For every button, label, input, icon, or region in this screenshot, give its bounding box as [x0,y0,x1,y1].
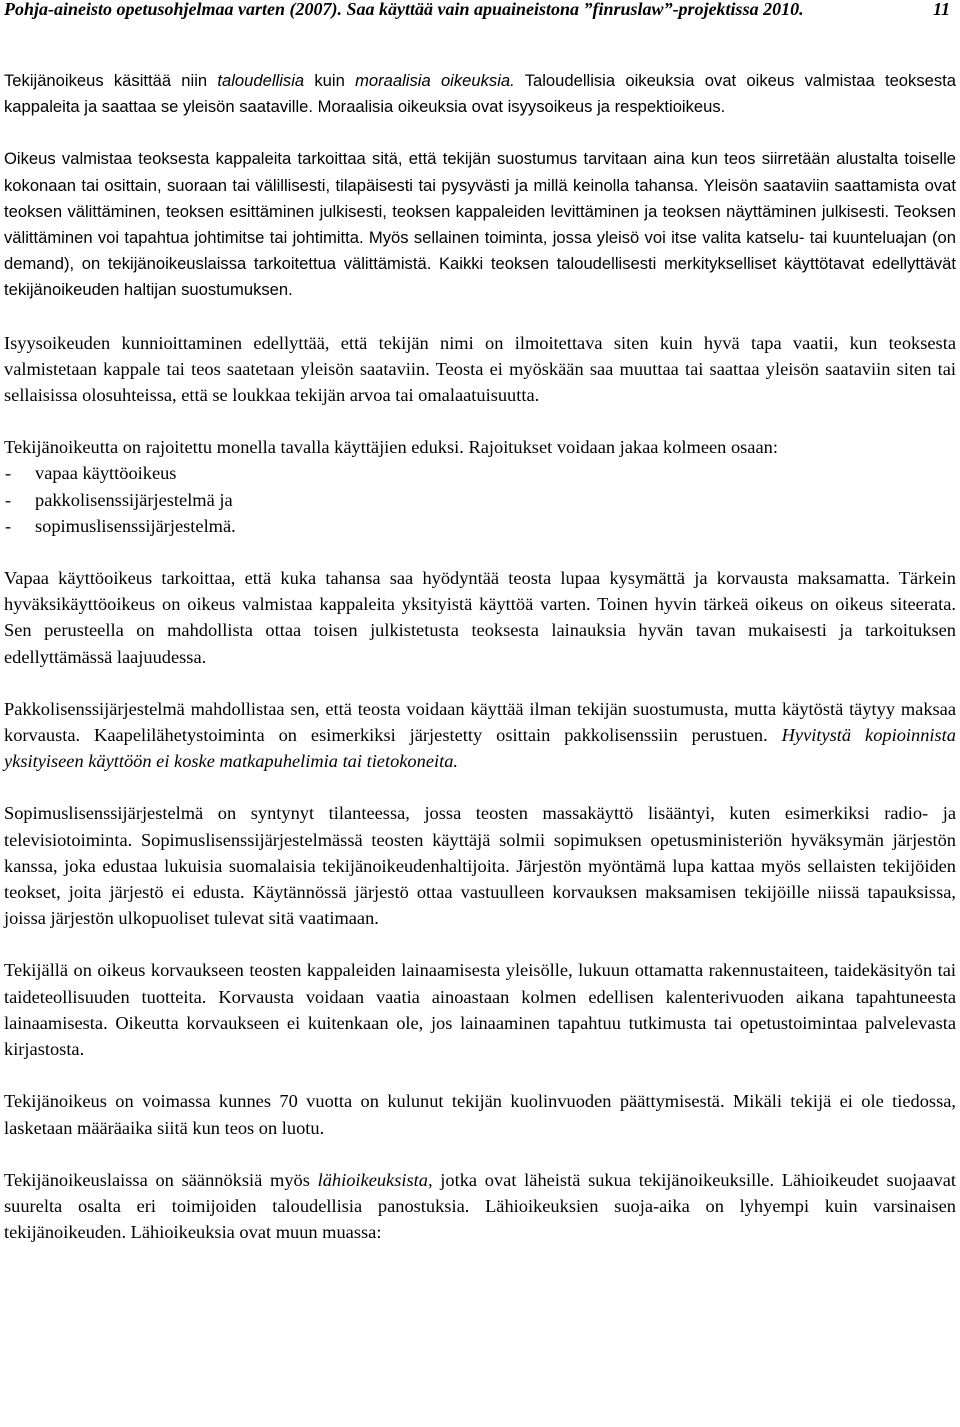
list-dash: - [5,463,12,484]
rajoitukset-list [4,460,956,539]
document-body [4,68,956,1245]
intro-text-3: kuin [304,71,356,90]
list-item [4,487,956,513]
paragraph-rajoitukset: Tekijänoikeutta on rajoitettu monella tavalla käyttäjien eduksi. Rajoitukset voidaan jakaa kolmeen osaan: [4,437,778,458]
paragraph-lahioikeudet [4,1167,956,1246]
paragraph-oikeus: Oikeus valmistaa teoksesta kappaleita tarkoittaa sitä, että tekijän suostumus tarvitaan aina kun teos siirretään alustalta toiselle kokonaan tai osittain, suoraan tai välillisesti, tilapäisesti tai pysyvästi ja millä keinolla tahansa. Yleisön saataviin saattamista ovat teoksen välittäminen, teoksen esittäminen julkisesti, teoksen kappaleiden levittäminen ja teoksen näyttäminen julkisesti. Teoksen välittäminen voi tapahtua johtimitse tai johtimitta. Myös sellainen toiminta, jossa yleisö voi itse valita katselu- tai kuunteluajan (on demand), on tekijänoikeuslaissa tarkoitettua välittämistä. Kaikki teoksen taloudellisesti merkitykselliset käyttötavat edellyttävät tekijänoikeuden haltijan suostumuksen. [4,149,956,300]
page-number: 11 [932,0,950,19]
list-item-text: sopimuslisenssijärjestelmä. [35,515,236,536]
lahioikeudet-text-1: Tekijänoikeuslaissa on säännöksiä myös [4,1169,318,1190]
intro-text-2: taloudellisia [217,71,305,90]
intro-text-1: Tekijänoikeus käsittää niin [4,71,218,90]
paragraph-pakkolisenssi [4,696,956,775]
list-dash: - [5,489,12,510]
list-item [4,513,956,539]
pakkolisenssi-text: Pakkolisenssijärjestelmä mahdollistaa sen, että teosta voidaan käyttää ilman tekijän suostumusta, mutta käytöstä täytyy maksaa korvausta. Kaapelilähetystoiminta on esimerkiksi järjestetty osittain pakkolisenssiin perustuen. [4,698,956,746]
list-item [4,460,956,486]
paragraph-lainauskorvaus: Tekijällä on oikeus korvaukseen teosten kappaleiden lainaamisesta yleisölle, lukuun ottamatta rakennustaiteen, taidekäsityön tai taideteollisuuden tuotteita. Korvausta voidaan vaatia ainoastaan kolmen edellisen kalenterivuoden aikana tapahtuneesta lainaamisesta. Oikeutta korvaukseen ei kuitenkaan ole, jos lainaaminen tapahtuu tutkimusta tai opetustoimintaa palvelevasta kirjastosta. [4,960,956,1060]
pakkolisenssi-italic-text: Hyvitystä kopioinnista yksityiseen käyttöön ei koske matkapuhelimia tai tietokoneita. [4,725,956,772]
list-item-text: pakkolisenssijärjestelmä ja [35,489,233,510]
list-dash: - [5,515,12,536]
lahioikeudet-text-2: jotka ovat läheistä sukua tekijänoikeuksille. Lähioikeudet suojaavat suurelta osalta eri toimijoiden taloudellisia panostuksia. Lähioikeuksien suoja-aika on lyhyempi kuin varsinaisen tekijänoikeuden. Lähioikeuksia ovat muun muassa: [4,1169,957,1243]
list-item-text: vapaa käyttöoikeus [35,463,177,484]
paragraph-vapaa-kayttooikeus: Vapaa käyttöoikeus tarkoittaa, että kuka tahansa saa hyödyntää teosta lupaa kysymättä ja korvausta maksamatta. Tärkein hyväksikäyttöoikeus on oikeus valmistaa kappaleita yksityistä käyttöä varten. Toinen hyvin tärkeä oikeus on oikeus siteerata. Sen perusteella on mahdollista ottaa toisen julkistetusta teoksesta lainauksia hyvän tavan mukaisesti ja tarkoituksen edellyttämässä laajuudessa. [4,568,956,667]
paragraph-sopimuslisenssi: Sopimuslisenssijärjestelmä on syntynyt tilanteessa, jossa teosten massakäyttö lisääntyi, kuten esimerkiksi radio- ja televisiotoiminta. Sopimuslisenssijärjestelmässä teosten käyttäjä solmii sopimuksen opetusministeriön hyväksymän järjestön kanssa, joka edustaa lukuisia suomalaisia tekijänoikeudenhaltijoita. Järjestön myöntämä lupa kattaa myös sellaisten tekijöiden teokset, joita järjestö ei edusta. Käytännössä järjestö ottaa vastuulleen korvauksen maksamisen tekijöille niissä tapauksissa, joissa järjestön ulkopuoliset tulevat sitä vaatimaan. [4,803,956,929]
page-header [4,0,954,20]
lahioikeudet-italic: lähioikeuksista, [317,1169,433,1190]
header-title: Pohja-aineisto opetusohjelmaa varten (2007). Saa käyttää vain apuaineistona ”finruslaw”-projektissa 2010. [4,0,804,19]
paragraph-voimassaolo: Tekijänoikeus on voimassa kunnes 70 vuotta on kulunut tekijän kuolinvuoden päättymisestä. Mikäli tekijä ei ole tiedossa, lasketaan määräaika siitä kun teos on luotu. [4,1091,956,1138]
intro-text-5: Taloudellisia oikeuksia ovat oikeus valmistaa teoksesta kappaleita ja saattaa se yleisön saataville. Moraalisia oikeuksia ovat isyysoikeus ja respektioikeus. [4,71,956,117]
paragraph-isyysoikeus: Isyysoikeuden kunnioittaminen edellyttää, että tekijän nimi on ilmoitettava siten kuin hyvä tapa vaatii, kun teoksesta valmistetaan kappale tai teos saatetaan yleisön saataviin. Teosta ei myöskään saa muuttaa tai saattaa yleisön saataviin siten tai sellaisissa olosuhteissa, että se loukkaa tekijän arvoa tai omalaatuisuutta. [4,332,956,406]
intro-paragraph [4,68,956,120]
intro-text-4: moraalisia oikeuksia. [355,71,515,90]
